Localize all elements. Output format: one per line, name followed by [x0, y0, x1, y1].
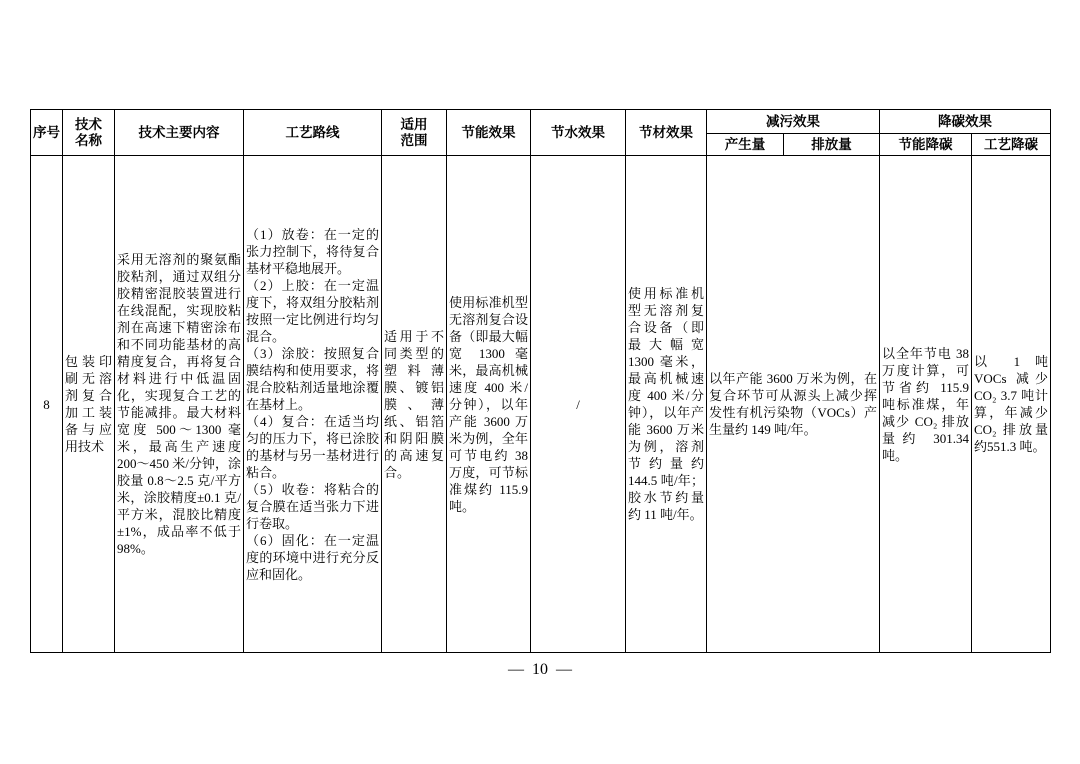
header-pollution-emission: 排放量	[784, 134, 880, 156]
table-header	[31, 110, 1051, 156]
cell-scope: 适用于不同类型的塑料薄膜、镀铝膜、薄纸、铝箔和阴阳膜的高速复合。	[382, 156, 447, 653]
cell-process-route	[244, 156, 382, 653]
header-pollution-reduction: 减污效果	[707, 110, 880, 134]
process-step: （2）上胶：在一定温度下，将双组分胶粘剂按照一定比例进行均匀混合。	[246, 277, 379, 344]
cell-energy-carbon: 以全年节电 38 万度计算，可节省约 115.9 吨标准煤，年减少 CO₂ 排放量约 301.34 吨。	[880, 156, 972, 653]
process-step: （6）固化：在一定温度的环境中进行充分反应和固化。	[246, 532, 379, 582]
technology-table	[30, 109, 1051, 653]
header-pollution-generation: 产生量	[707, 134, 784, 156]
header-tech-name-label: 技术名称	[74, 116, 102, 148]
header-water-saving: 节水效果	[531, 110, 626, 156]
cell-index: 8	[31, 156, 63, 653]
header-process-carbon: 工艺降碳	[972, 134, 1051, 156]
header-tech-name	[63, 110, 115, 156]
process-step: （5）收卷：将粘合的复合膜在适当张力下进行卷取。	[246, 481, 379, 531]
cell-tech-name: 包装印刷无溶剂复合加工装备与应用技术	[63, 156, 115, 653]
page-number: — 10 —	[508, 661, 572, 678]
cell-water-saving: /	[531, 156, 626, 653]
header-material-saving: 节材效果	[626, 110, 707, 156]
cell-main-content: 采用无溶剂的聚氨酯胶粘剂，通过双组分胶精密混胶装置进行在线混配，实现胶粘剂在高速下精密涂布和不同功能基材的高精度复合，再将复合材料进行中低温固化，实现复合工艺的节能减排。最大材料宽度 500～1300 毫米，最高生产速度 200～450 米/分钟，涂胶量 0.8～2.5 克/平方米，涂胶精度±0.1 克/平方米，混胶比精度±1%，成品率不低于 98%。	[115, 156, 244, 653]
header-row-1	[31, 110, 1051, 134]
header-index: 序号	[31, 110, 63, 156]
cell-pollution-reduction: 以年产能 3600 万米为例，在复合环节可从源头上减少挥发性有机污染物（VOCs）产生量约 149 吨/年。	[707, 156, 880, 653]
table-body	[31, 156, 1051, 653]
header-process-route: 工艺路线	[244, 110, 382, 156]
header-energy-saving: 节能效果	[447, 110, 531, 156]
header-energy-carbon: 节能降碳	[880, 134, 972, 156]
process-step: （4）复合：在适当均匀的压力下，将已涂胶的基材与另一基材进行粘合。	[246, 413, 379, 480]
cell-process-carbon: 以 1 吨 VOCs 减少 CO₂ 3.7 吨计算，年减少 CO₂ 排放量约551.3 吨。	[972, 156, 1051, 653]
cell-material-saving: 使用标准机型无溶剂复合设备（即最大幅宽 1300 毫米，最高机械速度 400 米/分钟），以年产能 3600 万米为例，溶剂节约量约 144.5 吨/年；胶水节约量约 11 吨/年。	[626, 156, 707, 653]
process-step: （1）放卷：在一定的张力控制下，将待复合基材平稳地展开。	[246, 226, 379, 276]
header-carbon-reduction: 降碳效果	[880, 110, 1051, 134]
header-scope	[382, 110, 447, 156]
header-scope-label: 适用范围	[400, 116, 428, 148]
header-main-content: 技术主要内容	[115, 110, 244, 156]
table-row	[31, 156, 1051, 653]
cell-energy-saving: 使用标准机型无溶剂复合设备（即最大幅宽 1300 毫米，最高机械速度 400 米/分钟），以年产能 3600 万米为例，全年可节电约 38 万度，可节标准煤约 115.9 吨。	[447, 156, 531, 653]
process-step: （3）涂胶：按照复合膜结构和使用要求，将混合胶粘剂适量地涂覆在基材上。	[246, 345, 379, 412]
